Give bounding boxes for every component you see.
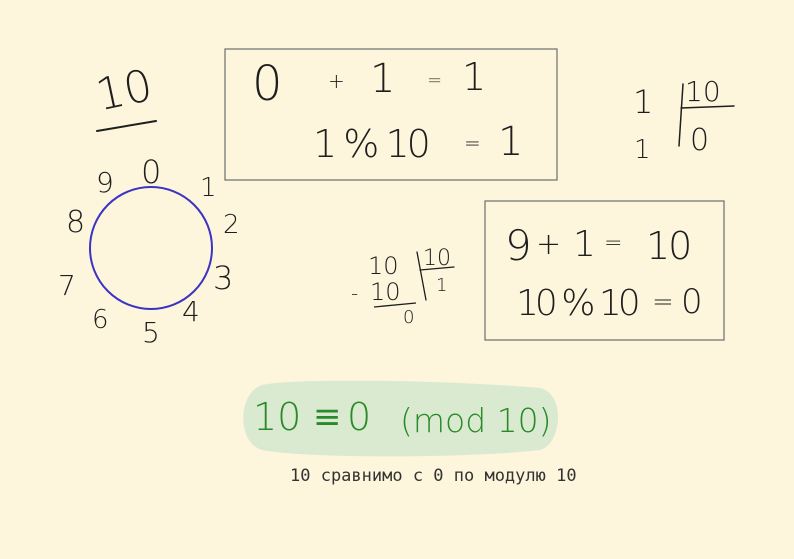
congruence-highlight bbox=[243, 381, 558, 457]
clock-number-8: 8 bbox=[66, 205, 86, 240]
division1-divisor: 10 bbox=[685, 75, 721, 108]
division2-subtract: 10 bbox=[370, 278, 401, 306]
box1-line1-a: 0 bbox=[252, 56, 283, 112]
box1-line2-eq: = bbox=[464, 131, 481, 155]
mod-clock bbox=[58, 153, 240, 349]
box1-line1-result: 1 bbox=[462, 55, 487, 99]
congruence-lhs: 10 bbox=[253, 395, 302, 439]
box2-line1-result: 10 bbox=[646, 224, 691, 268]
clock-number-3: 3 bbox=[213, 259, 234, 297]
division-one-by-ten bbox=[633, 75, 734, 165]
clock-number-4: 4 bbox=[182, 295, 200, 328]
division2-remainder: 0 bbox=[403, 307, 415, 328]
division2-divisor: 10 bbox=[423, 246, 451, 271]
division-ten-by-ten bbox=[351, 246, 454, 328]
division1-dividend: 1 bbox=[633, 83, 654, 121]
division1-quotient: 0 bbox=[690, 123, 710, 158]
clock-number-9: 9 bbox=[96, 166, 114, 199]
box2-line1-eq: = bbox=[604, 231, 623, 256]
equation-box-2 bbox=[485, 201, 724, 340]
clock-number-0: 0 bbox=[141, 153, 162, 191]
ten-label-group bbox=[92, 60, 157, 131]
congruence-rhs: 0 bbox=[347, 395, 372, 439]
equation-box-1 bbox=[225, 49, 557, 180]
box2-line2-result: 0 bbox=[681, 282, 703, 322]
clock-number-2: 2 bbox=[223, 210, 240, 240]
clock-number-5: 5 bbox=[142, 316, 160, 349]
box2-line2-expr: 10 % 10 bbox=[516, 283, 637, 324]
clock-number-7: 7 bbox=[58, 269, 76, 302]
box1-line1-b: 1 bbox=[370, 56, 396, 102]
congruence-mod: (mod 10) bbox=[400, 401, 552, 440]
division2-quotient: 1 bbox=[436, 275, 448, 296]
division2-dividend: 10 bbox=[368, 252, 399, 280]
box2-line2-eq: = bbox=[652, 287, 674, 317]
clock-number-1: 1 bbox=[200, 173, 217, 203]
ten-label: 10 bbox=[91, 59, 157, 122]
box1-line2-result: 1 bbox=[498, 119, 524, 165]
caption-text: 10 сравнимо с 0 по модулю 10 bbox=[290, 466, 577, 486]
congruence-symbol: ≡ bbox=[313, 397, 342, 437]
box2-line1-a: 9 bbox=[505, 221, 532, 270]
box1-line1-eq: = bbox=[427, 70, 443, 91]
ten-underline bbox=[97, 121, 156, 131]
division2-minus: - bbox=[351, 281, 359, 305]
box1-line1-op: + bbox=[328, 69, 345, 93]
clock-circle bbox=[90, 187, 212, 309]
box2-line1-op: + bbox=[536, 227, 562, 262]
box2-line1-b: 1 bbox=[573, 224, 596, 265]
division1-subtract: 1 bbox=[634, 135, 651, 165]
box1-line2-expr: 1 % 10 bbox=[313, 122, 428, 166]
clock-number-6: 6 bbox=[92, 305, 109, 335]
